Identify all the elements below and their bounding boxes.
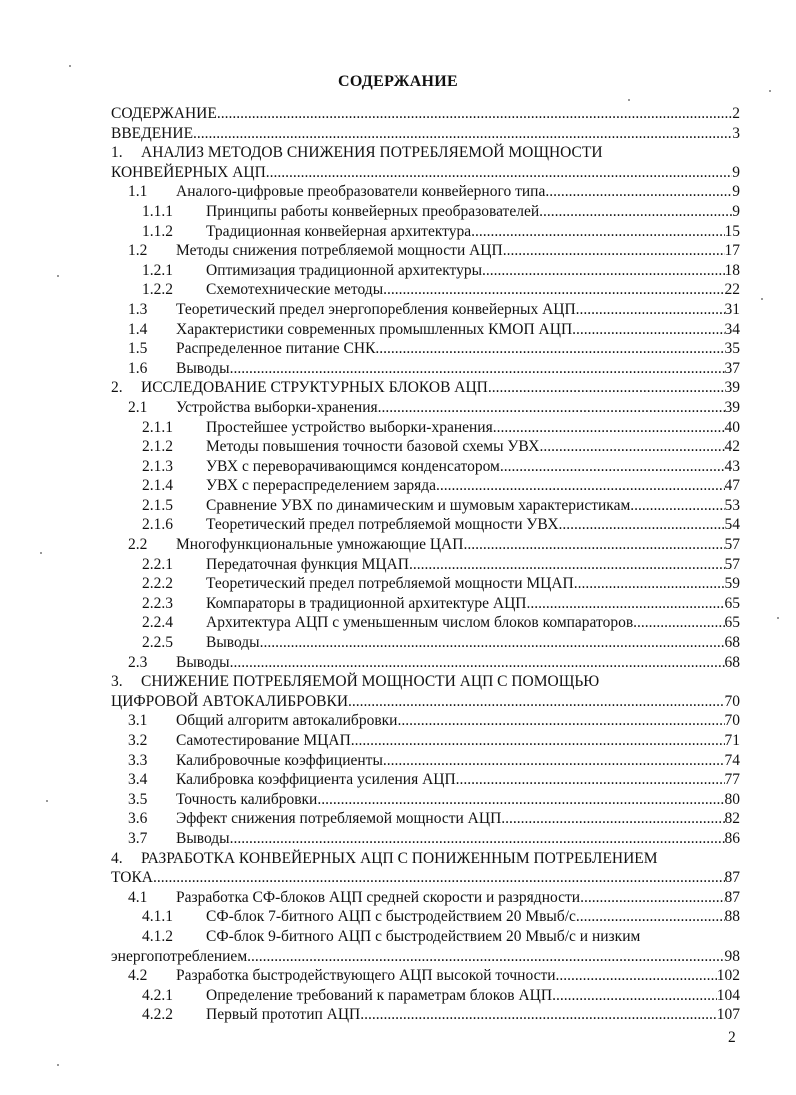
toc-entry[interactable]	[111, 320, 740, 340]
toc-leader-dots	[397, 711, 724, 731]
toc-leader-dots	[556, 966, 717, 986]
toc-entry-number: 3.5	[128, 790, 148, 808]
toc-entry[interactable]	[111, 222, 740, 242]
toc-entry-page: 102	[716, 967, 740, 985]
toc-entry[interactable]	[111, 555, 740, 575]
toc-entry[interactable]	[111, 515, 740, 535]
page-title: СОДЕРЖАНИЕ	[337, 73, 459, 90]
toc-entry-row	[111, 574, 740, 594]
toc-entry[interactable]	[111, 437, 740, 457]
toc-entry-row	[111, 829, 740, 849]
toc-entry-title: Теоретический предел потребляемой мощности МЦАП	[206, 575, 574, 593]
toc-leader-dots	[482, 261, 724, 281]
toc-entry-number: 2.1.6	[142, 516, 173, 534]
toc-entry-row	[111, 496, 740, 516]
toc-entry[interactable]	[111, 594, 740, 614]
toc-entry[interactable]	[111, 143, 740, 182]
toc-entry-number: 2.2	[128, 536, 148, 554]
toc-entry-row	[111, 555, 740, 575]
toc-entry-number: 2.3	[128, 653, 148, 671]
toc-entry-page: 71	[724, 732, 740, 749]
toc-entry-number: 4.2	[128, 967, 148, 985]
toc-entry[interactable]	[111, 457, 740, 477]
toc-entry[interactable]	[111, 104, 740, 124]
toc-entry[interactable]	[111, 790, 740, 810]
toc-leader-dots	[153, 868, 725, 888]
toc-entry-number: 1.2.1	[142, 261, 173, 279]
toc-entry-title: Оптимизация традиционной архитектуры	[206, 261, 483, 279]
toc-entry-page: 39	[724, 398, 740, 416]
toc-entry[interactable]	[111, 398, 740, 418]
toc-leader-dots	[230, 653, 725, 673]
toc-entry-page: 65	[724, 594, 740, 612]
toc-entry-row	[111, 947, 740, 967]
toc-entry-title: Выводы	[176, 653, 230, 671]
toc-leader-dots	[348, 692, 724, 712]
toc-entry-title: Сравнение УВХ по динамическим и шумовым характеристикам	[206, 496, 631, 514]
toc-entry-title: Аналого-цифровые преобразователи конвейерного типа	[176, 183, 546, 201]
toc-entry-row	[111, 868, 740, 888]
toc-entry-page: 68	[724, 634, 740, 652]
toc-entry-row	[111, 613, 740, 633]
toc-leader-dots	[580, 888, 724, 908]
toc-leader-dots	[503, 241, 725, 261]
toc-entry-page: 37	[724, 359, 740, 377]
toc-leader-dots	[230, 359, 725, 379]
toc-leader-dots	[409, 555, 725, 575]
toc-entry-page: 40	[724, 418, 740, 436]
toc-entry-page: 70	[724, 692, 740, 710]
toc-entry-page: 9	[732, 163, 740, 181]
toc-entry-row	[111, 770, 740, 790]
toc-entry[interactable]	[111, 672, 740, 711]
toc-entry-row	[111, 751, 740, 771]
toc-entry-number: 4.	[111, 849, 123, 867]
toc-entry-page: 15	[724, 222, 740, 240]
toc-entry-title: Теоретический предел энергопоребления конвейерных АЦП	[176, 300, 576, 318]
toc-entry-title-line1: РАЗРАБОТКА КОНВЕЙЕРНЫХ АЦП С ПОНИЖЕННЫМ ПОТРЕБЛЕНИЕМ	[141, 849, 658, 867]
toc-entry-title: Калибровочные коэффициенты	[176, 751, 383, 769]
toc-entry-page: 39	[724, 379, 740, 397]
toc-leader-dots	[559, 515, 725, 535]
toc-entry-title: ВВЕДЕНИЕ	[111, 124, 194, 142]
toc-entry-title: энергопотреблением	[111, 947, 248, 965]
toc-entry-page: 22	[724, 281, 740, 299]
toc-entry-number: 1.2	[128, 242, 148, 260]
toc-entry-page: 42	[724, 438, 740, 456]
toc-entry-title: Распределенное питание СНК	[176, 340, 376, 358]
toc-leader-dots	[351, 731, 725, 751]
toc-entry-row	[111, 124, 740, 144]
toc-entry[interactable]	[111, 809, 740, 829]
toc-entry[interactable]	[111, 770, 740, 790]
toc-entry-number: 2.1.2	[142, 438, 173, 456]
toc-entry-row	[111, 359, 740, 379]
toc-leader-dots	[500, 457, 725, 477]
toc-entry-row	[111, 398, 740, 418]
toc-entry-number: 2.2.3	[142, 594, 173, 612]
toc-entry-number: 4.2.2	[142, 1006, 173, 1024]
toc-entry-page: 98	[724, 947, 740, 965]
toc-entry[interactable]	[111, 751, 740, 771]
toc-leader-dots	[360, 1005, 716, 1025]
table-of-contents	[111, 104, 740, 1025]
toc-entry-first-line	[111, 927, 740, 947]
toc-entry-page: 2	[732, 105, 740, 122]
toc-entry-page: 82	[724, 810, 740, 828]
toc-entry-title: СОДЕРЖАНИЕ	[111, 105, 217, 122]
toc-entry-title: Передаточная функция МЦАП	[206, 555, 409, 573]
toc-entry-title: Принципы работы конвейерных преобразователей	[206, 202, 540, 220]
toc-entry[interactable]	[111, 829, 740, 849]
toc-entry-title: ЦИФРОВОЙ АВТОКАЛИБРОВКИ	[111, 692, 349, 710]
toc-entry-row	[111, 437, 740, 457]
toc-entry-number: 3.6	[128, 810, 148, 828]
scan-speck	[57, 275, 59, 277]
toc-entry-row	[111, 515, 740, 535]
toc-entry-number: 4.1	[128, 888, 148, 906]
toc-entry-title: Многофункциональные умножающие ЦАП	[176, 536, 464, 554]
toc-entry-number: 3.2	[128, 732, 148, 749]
toc-entry-page: 88	[724, 908, 740, 926]
toc-leader-dots	[436, 476, 725, 496]
toc-entry-title: КОНВЕЙЕРНЫХ АЦП	[111, 163, 266, 181]
toc-entry-page: 87	[724, 888, 740, 906]
toc-entry-page: 43	[724, 457, 740, 475]
toc-entry-title: Разработка СФ-блоков АЦП средней скорости и разрядности	[176, 888, 581, 906]
toc-entry-page: 54	[724, 516, 740, 534]
toc-entry-title: Точность калибровки	[176, 790, 318, 808]
toc-entry-title: Простейшее устройство выборки-хранения	[206, 418, 493, 436]
toc-leader-dots	[501, 809, 724, 829]
toc-entry-title: Теоретический предел потребляемой мощности УВХ	[206, 516, 559, 534]
toc-entry-number: 3.4	[128, 771, 148, 789]
toc-entry-row	[111, 104, 740, 124]
toc-entry-page: 74	[724, 751, 740, 769]
scan-speck	[761, 298, 763, 300]
toc-leader-dots	[576, 907, 725, 927]
toc-leader-dots	[488, 378, 725, 398]
toc-entry-page: 80	[724, 790, 740, 808]
toc-entry[interactable]	[111, 378, 740, 398]
page-number: 2	[728, 1029, 736, 1046]
toc-entry-number: 2.1.3	[142, 457, 173, 475]
toc-entry-number: 2.1.4	[142, 477, 173, 495]
toc-entry-number: 1.	[111, 144, 123, 162]
toc-entry[interactable]	[111, 418, 740, 438]
toc-entry-page: 87	[724, 869, 740, 887]
toc-entry-number: 2.2.5	[142, 634, 173, 652]
toc-entry-row	[111, 222, 740, 242]
scan-speck	[40, 552, 42, 554]
toc-leader-dots	[217, 104, 732, 124]
toc-entry-page: 57	[724, 536, 740, 554]
toc-entry-number: 1.1.1	[142, 202, 173, 220]
toc-entry-title: Выводы	[206, 634, 260, 652]
toc-leader-dots	[230, 829, 725, 849]
toc-entry-title: УВХ с переворачивающимся конденсатором	[206, 457, 500, 475]
toc-entry[interactable]	[111, 496, 740, 516]
toc-entry[interactable]	[111, 731, 740, 751]
toc-entry-row	[111, 339, 740, 359]
toc-entry-first-line	[111, 849, 740, 869]
toc-entry[interactable]	[111, 927, 740, 966]
toc-entry-page: 70	[724, 712, 740, 730]
toc-entry-row	[111, 986, 740, 1006]
toc-leader-dots	[260, 633, 725, 653]
toc-leader-dots	[247, 947, 724, 967]
toc-entry[interactable]	[111, 1005, 740, 1025]
toc-entry-page: 18	[724, 261, 740, 279]
toc-entry[interactable]	[111, 633, 740, 653]
toc-entry[interactable]	[111, 888, 740, 908]
toc-entry-title-line1: СФ-блок 9-битного АЦП с быстродействием 20 Мвыб/с и низким	[206, 927, 641, 945]
toc-entry-number: 2.1.5	[142, 496, 173, 514]
toc-entry-row	[111, 594, 740, 614]
toc-leader-dots	[456, 770, 725, 790]
toc-entry-row	[111, 711, 740, 731]
toc-leader-dots	[574, 574, 725, 594]
toc-entry-title: СФ-блок 7-битного АЦП с быстродействием 20 Мвыб/с	[206, 908, 576, 926]
toc-entry-title: Определение требований к параметрам блоков АЦП	[206, 986, 553, 1004]
toc-entry[interactable]	[111, 300, 740, 320]
toc-entry-number: 1.6	[128, 359, 148, 377]
toc-leader-dots	[375, 339, 724, 359]
scan-speck	[69, 65, 71, 67]
toc-entry-number: 1.1	[128, 183, 148, 201]
toc-entry-title: Архитектура АЦП с уменьшенным числом блоков компараторов	[206, 614, 634, 632]
toc-entry-title: Характеристики современных промышленных КМОП АЦП	[176, 320, 573, 338]
toc-entry-title: Выводы	[176, 829, 230, 847]
toc-leader-dots	[526, 594, 724, 614]
toc-entry[interactable]	[111, 711, 740, 731]
toc-entry[interactable]	[111, 535, 740, 555]
toc-entry-page: 17	[724, 242, 740, 260]
toc-entry-title: Общий алгоритм автокалибровки	[176, 712, 398, 730]
toc-entry-page: 65	[724, 614, 740, 632]
toc-leader-dots	[539, 437, 724, 457]
toc-entry-row	[111, 888, 740, 908]
toc-entry-first-line	[111, 143, 740, 163]
toc-entry-row	[111, 163, 740, 183]
toc-entry-title: Методы повышения точности базовой схемы УВХ	[206, 438, 540, 456]
toc-entry-first-line	[111, 672, 740, 692]
toc-entry-row	[111, 535, 740, 555]
toc-entry-number: 3.	[111, 673, 123, 691]
toc-entry-title: Компараторы в традиционной архитектуре АЦП	[206, 594, 527, 612]
toc-leader-dots	[463, 535, 724, 555]
toc-entry-row	[111, 261, 740, 281]
toc-entry-title: ТОКА	[111, 869, 153, 887]
toc-entry-row	[111, 731, 740, 751]
toc-entry-title: Разработка быстродействующего АЦП высокой точности	[176, 967, 556, 985]
toc-entry-title: Традиционная конвейерная архитектура	[206, 222, 472, 240]
toc-entry-number: 1.4	[128, 320, 148, 338]
toc-entry-row	[111, 300, 740, 320]
toc-entry[interactable]	[111, 280, 740, 300]
toc-entry-page: 9	[732, 202, 740, 220]
toc-leader-dots	[493, 418, 725, 438]
toc-entry-row	[111, 202, 740, 222]
toc-entry[interactable]	[111, 907, 740, 927]
toc-entry-number: 2.2.2	[142, 575, 173, 593]
toc-entry-row	[111, 1005, 740, 1025]
toc-entry-number: 2.1.1	[142, 418, 173, 436]
toc-leader-dots	[576, 300, 725, 320]
toc-entry-row	[111, 457, 740, 477]
toc-entry-page: 57	[724, 555, 740, 573]
toc-entry-row	[111, 633, 740, 653]
toc-entry-title-line1: АНАЛИЗ МЕТОДОВ СНИЖЕНИЯ ПОТРЕБЛЯЕМОЙ МОЩНОСТИ	[141, 144, 603, 162]
toc-entry[interactable]	[111, 476, 740, 496]
toc-entry-row	[111, 966, 740, 986]
toc-entry-page: 59	[724, 575, 740, 593]
toc-leader-dots	[552, 986, 717, 1006]
toc-entry-page: 35	[724, 340, 740, 358]
toc-entry-number: 1.5	[128, 340, 148, 358]
toc-entry[interactable]	[111, 966, 740, 986]
toc-entry-number: 2.2.1	[142, 555, 173, 573]
toc-entry-number: 4.2.1	[142, 986, 173, 1004]
toc-entry-number: 4.1.1	[142, 908, 173, 926]
toc-entry[interactable]	[111, 986, 740, 1006]
toc-entry-page: 3	[732, 124, 740, 142]
toc-entry-number: 1.1.2	[142, 222, 173, 240]
toc-entry-title: УВХ с перераспределением заряда	[206, 477, 436, 495]
toc-leader-dots	[545, 182, 732, 202]
toc-entry[interactable]	[111, 202, 740, 222]
toc-entry-number: 2.1	[128, 398, 148, 416]
scan-speck	[777, 617, 779, 619]
toc-leader-dots	[317, 790, 724, 810]
toc-leader-dots	[471, 222, 724, 242]
scan-speck	[46, 800, 48, 802]
toc-entry-row	[111, 418, 740, 438]
toc-entry-title-line1: СНИЖЕНИЕ ПОТРЕБЛЯЕМОЙ МОЩНОСТИ АЦП С ПОМОЩЬЮ	[141, 673, 600, 691]
toc-entry-number: 2.2.4	[142, 614, 173, 632]
toc-entry-row	[111, 280, 740, 300]
toc-entry-number: 1.3	[128, 300, 148, 318]
toc-entry[interactable]	[111, 124, 740, 144]
toc-entry[interactable]	[111, 241, 740, 261]
toc-entry-row	[111, 320, 740, 340]
toc-entry[interactable]	[111, 182, 740, 202]
toc-entry-row	[111, 907, 740, 927]
toc-entry-page: 34	[724, 320, 740, 338]
toc-entry-number: 3.1	[128, 712, 148, 730]
toc-leader-dots	[630, 496, 724, 516]
toc-entry-row	[111, 692, 740, 712]
toc-entry[interactable]	[111, 339, 740, 359]
toc-entry-page: 47	[724, 477, 740, 495]
toc-entry-page: 68	[724, 653, 740, 671]
toc-entry-row	[111, 182, 740, 202]
toc-entry-number: 3.7	[128, 829, 148, 847]
toc-leader-dots	[378, 398, 725, 418]
toc-entry[interactable]	[111, 574, 740, 594]
toc-leader-dots	[633, 613, 724, 633]
toc-entry-row	[111, 241, 740, 261]
toc-leader-dots	[539, 202, 732, 222]
scan-speck	[769, 90, 771, 92]
toc-entry-title: Устройства выборки-хранения	[176, 398, 378, 416]
toc-entry-row	[111, 378, 740, 398]
toc-entry-title: Самотестирование МЦАП	[176, 732, 351, 749]
toc-leader-dots	[193, 124, 732, 144]
toc-entry-title: Первый прототип АЦП	[206, 1006, 361, 1024]
toc-entry-number: 2.	[111, 379, 123, 397]
scan-speck	[57, 1064, 59, 1066]
toc-entry-page: 86	[724, 829, 740, 847]
toc-entry[interactable]	[111, 261, 740, 281]
toc-entry-title: Схемотехнические методы	[206, 281, 384, 299]
toc-entry-number: 1.2.2	[142, 281, 173, 299]
toc-entry-row	[111, 809, 740, 829]
toc-leader-dots	[383, 280, 724, 300]
toc-entry-title: Калибровка коэффициента усиления АЦП	[176, 771, 456, 789]
toc-entry[interactable]	[111, 359, 740, 379]
toc-entry-row	[111, 653, 740, 673]
toc-entry-title: Эффект снижения потребляемой мощности АЦП	[176, 810, 502, 828]
toc-entry-number: 3.3	[128, 751, 148, 769]
toc-entry-page: 53	[724, 496, 740, 514]
toc-entry-page: 77	[724, 771, 740, 789]
toc-entry-title: Выводы	[176, 359, 230, 377]
toc-leader-dots	[572, 320, 724, 340]
toc-entry-title: ИССЛЕДОВАНИЕ СТРУКТУРНЫХ БЛОКОВ АЦП	[141, 379, 488, 397]
toc-leader-dots	[383, 751, 725, 771]
toc-entry-row	[111, 476, 740, 496]
toc-leader-dots	[266, 163, 732, 183]
toc-entry-page: 9	[732, 183, 740, 201]
toc-entry-title: Методы снижения потребляемой мощности АЦП	[176, 242, 503, 260]
scan-speck	[628, 99, 630, 101]
toc-entry-row	[111, 790, 740, 810]
toc-entry[interactable]	[111, 653, 740, 673]
toc-entry[interactable]	[111, 613, 740, 633]
toc-entry-number: 4.1.2	[142, 927, 173, 945]
toc-entry-page: 31	[724, 300, 740, 318]
toc-entry-page: 107	[716, 1006, 740, 1024]
toc-entry-page: 104	[716, 986, 740, 1004]
toc-entry[interactable]	[111, 849, 740, 888]
